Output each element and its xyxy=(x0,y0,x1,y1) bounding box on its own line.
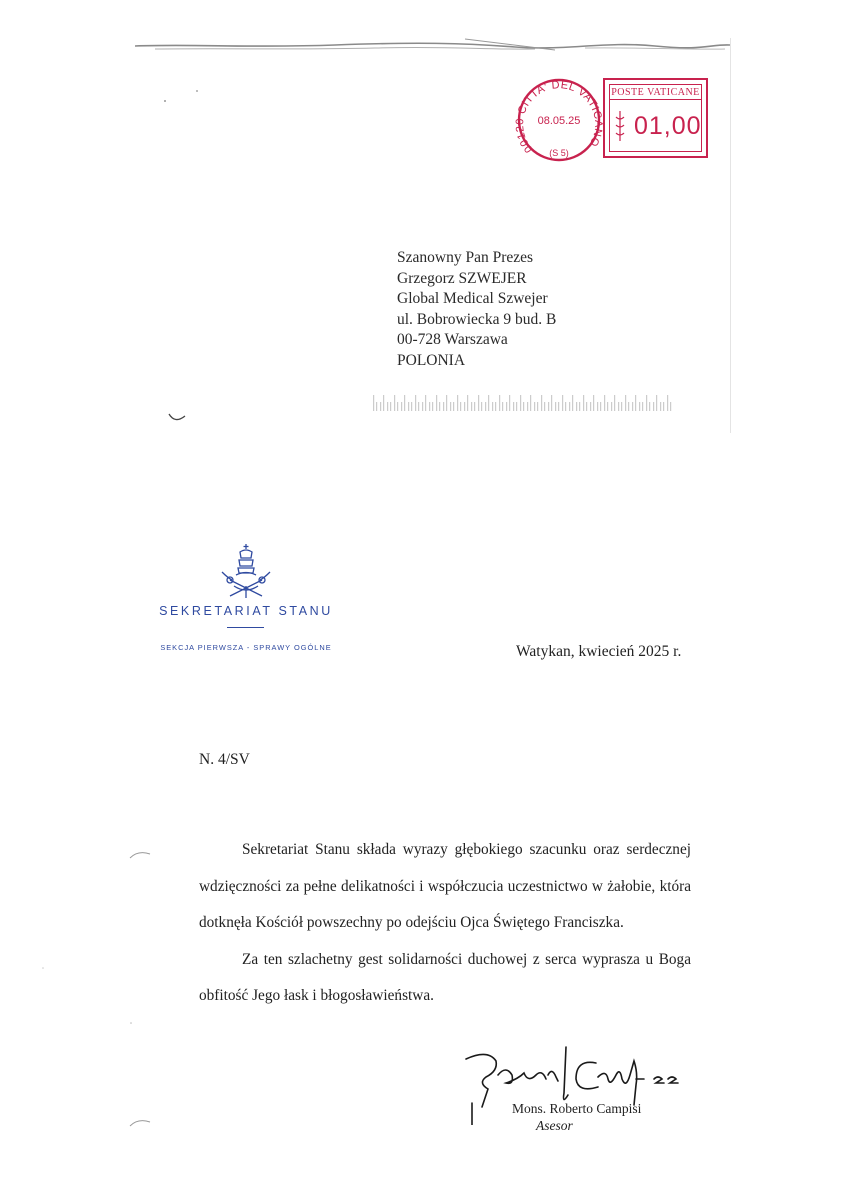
barcode-bar xyxy=(656,395,657,411)
barcode-bar xyxy=(548,402,549,411)
barcode-bar xyxy=(492,402,493,411)
barcode-bar xyxy=(632,402,633,411)
barcode-bar xyxy=(478,395,479,411)
barcode-bar xyxy=(618,402,619,411)
barcode-bar xyxy=(527,402,528,411)
barcode-bar xyxy=(432,402,433,411)
barcode-bar xyxy=(625,395,626,411)
barcode-bar xyxy=(583,395,584,411)
barcode-bar xyxy=(639,402,640,411)
barcode-bar xyxy=(523,402,524,411)
barcode-bar xyxy=(607,402,608,411)
envelope xyxy=(135,38,731,433)
barcode-bar xyxy=(614,395,615,411)
margin-mark xyxy=(128,848,152,862)
speck xyxy=(195,80,199,98)
barcode-bar xyxy=(534,402,535,411)
barcode-bar xyxy=(646,395,647,411)
barcode-bar xyxy=(579,402,580,411)
postmark-stamp xyxy=(513,77,605,165)
barcode-bar xyxy=(628,402,629,411)
reference-number: N. 4/SV xyxy=(199,751,250,768)
recipient-address xyxy=(397,248,556,371)
coat-of-arms-emblem xyxy=(218,542,274,600)
letter-date: Watykan, kwiecień 2025 r. xyxy=(516,643,682,660)
letterhead-section: SEKCJA PIERWSZA - SPRAWY OGÓLNE xyxy=(160,643,332,652)
barcode-bar xyxy=(467,395,468,411)
barcode-bar xyxy=(537,402,538,411)
signer-name: Mons. Roberto Campisi xyxy=(512,1101,642,1116)
address-line: POLONIA xyxy=(397,351,466,369)
address-line: 00-728 Warszawa xyxy=(397,331,508,348)
postal-barcode xyxy=(373,393,678,411)
barcode-bar xyxy=(565,402,566,411)
barcode-bar xyxy=(464,402,465,411)
barcode-bar xyxy=(383,395,384,411)
barcode-bar xyxy=(667,395,668,411)
barcode-bar xyxy=(509,395,510,411)
barcode-bar xyxy=(481,402,482,411)
barcode-bar xyxy=(446,395,447,411)
address-line: Szanowny Pan Prezes xyxy=(397,249,534,266)
postmark-date: 08.05.25 xyxy=(537,115,581,127)
letter-body xyxy=(199,832,691,1015)
barcode-bar xyxy=(516,402,517,411)
barcode-bar xyxy=(593,395,594,411)
barcode-bar xyxy=(495,402,496,411)
barcode-bar xyxy=(460,402,461,411)
barcode-bar xyxy=(642,402,643,411)
barcode-bar xyxy=(541,395,542,411)
barcode-bar xyxy=(663,402,664,411)
barcode-bar xyxy=(590,402,591,411)
meter-label: POSTE VATICANE xyxy=(611,87,700,98)
barcode-bar xyxy=(611,402,612,411)
barcode-bar xyxy=(502,402,503,411)
barcode-bar xyxy=(653,402,654,411)
barcode-bar xyxy=(597,402,598,411)
barcode-bar xyxy=(471,402,472,411)
meter-frame xyxy=(609,84,702,152)
address-line: Grzegorz SZWEJER xyxy=(397,269,527,287)
barcode-bar xyxy=(544,402,545,411)
franking-meter xyxy=(603,78,708,158)
margin-mark xyxy=(40,965,46,971)
barcode-bar xyxy=(520,395,521,411)
margin-mark xyxy=(128,1116,152,1130)
barcode-bar xyxy=(415,395,416,411)
margin-mark xyxy=(128,1020,134,1026)
barcode-bar xyxy=(439,402,440,411)
postmark-ring-text: 00120 CITTA' DEL VATICANO xyxy=(513,79,605,155)
barcode-bar xyxy=(649,402,650,411)
signer-title: Asesor xyxy=(536,1118,573,1133)
barcode-bar xyxy=(422,402,423,411)
barcode-bar xyxy=(558,402,559,411)
barcode-bar xyxy=(551,395,552,411)
barcode-bar xyxy=(408,402,409,411)
barcode-bar xyxy=(376,402,377,411)
letterhead-office: SEKRETARIAT STANU xyxy=(159,604,333,618)
barcode-bar xyxy=(513,402,514,411)
speck xyxy=(163,90,167,108)
barcode-bar xyxy=(401,402,402,411)
barcode-bar xyxy=(530,395,531,411)
meter-value: 01,00 xyxy=(634,112,702,140)
barcode-bar xyxy=(569,402,570,411)
barcode-bar xyxy=(390,402,391,411)
pencil-mark xyxy=(167,410,187,424)
barcode-bar xyxy=(562,395,563,411)
barcode-bar xyxy=(425,395,426,411)
barcode-bar xyxy=(436,395,437,411)
barcode-bar xyxy=(499,395,500,411)
barcode-bar xyxy=(621,402,622,411)
meter-ornament-left-icon xyxy=(614,109,626,143)
barcode-bar xyxy=(411,402,412,411)
barcode-bar xyxy=(555,402,556,411)
barcode-bar xyxy=(660,402,661,411)
barcode-bar xyxy=(485,402,486,411)
barcode-bar xyxy=(404,395,405,411)
torn-envelope-edge xyxy=(135,38,730,58)
address-line: ul. Bobrowiecka 9 bud. B xyxy=(397,310,557,328)
barcode-bar xyxy=(397,402,398,411)
paragraph: Za ten szlachetny gest solidarności duchowej z serca wyprasza u Boga obfitość Jego łask i błogosławieństwa. xyxy=(199,950,691,1004)
barcode-bar xyxy=(474,402,475,411)
barcode-bar xyxy=(600,402,601,411)
barcode-bar xyxy=(506,402,507,411)
barcode-bar xyxy=(394,395,395,411)
paragraph: Sekretariat Stanu składa wyrazy głębokiego szacunku oraz serdecznej wdzięczności za pełne delikatności i współczucia uczestnictwo w żałobie, która dotknęła Kościół powszechny po odejściu Ojca Świętego Franciszka. xyxy=(199,841,691,931)
barcode-bar xyxy=(586,402,587,411)
barcode-bar xyxy=(670,402,671,411)
barcode-bar xyxy=(380,402,381,411)
barcode-bar xyxy=(387,402,388,411)
barcode-bar xyxy=(450,402,451,411)
letterhead-divider xyxy=(227,627,264,628)
barcode-bar xyxy=(457,395,458,411)
barcode-bar xyxy=(429,402,430,411)
barcode-bar xyxy=(572,395,573,411)
postmark-code: (S 5) xyxy=(549,148,569,158)
barcode-bar xyxy=(443,402,444,411)
barcode-bar xyxy=(576,402,577,411)
barcode-bar xyxy=(453,402,454,411)
address-line: Global Medical Szwejer xyxy=(397,290,548,307)
barcode-bar xyxy=(635,395,636,411)
barcode-bar xyxy=(604,395,605,411)
barcode-bar xyxy=(373,395,374,411)
barcode-bar xyxy=(418,402,419,411)
barcode-bar xyxy=(488,395,489,411)
